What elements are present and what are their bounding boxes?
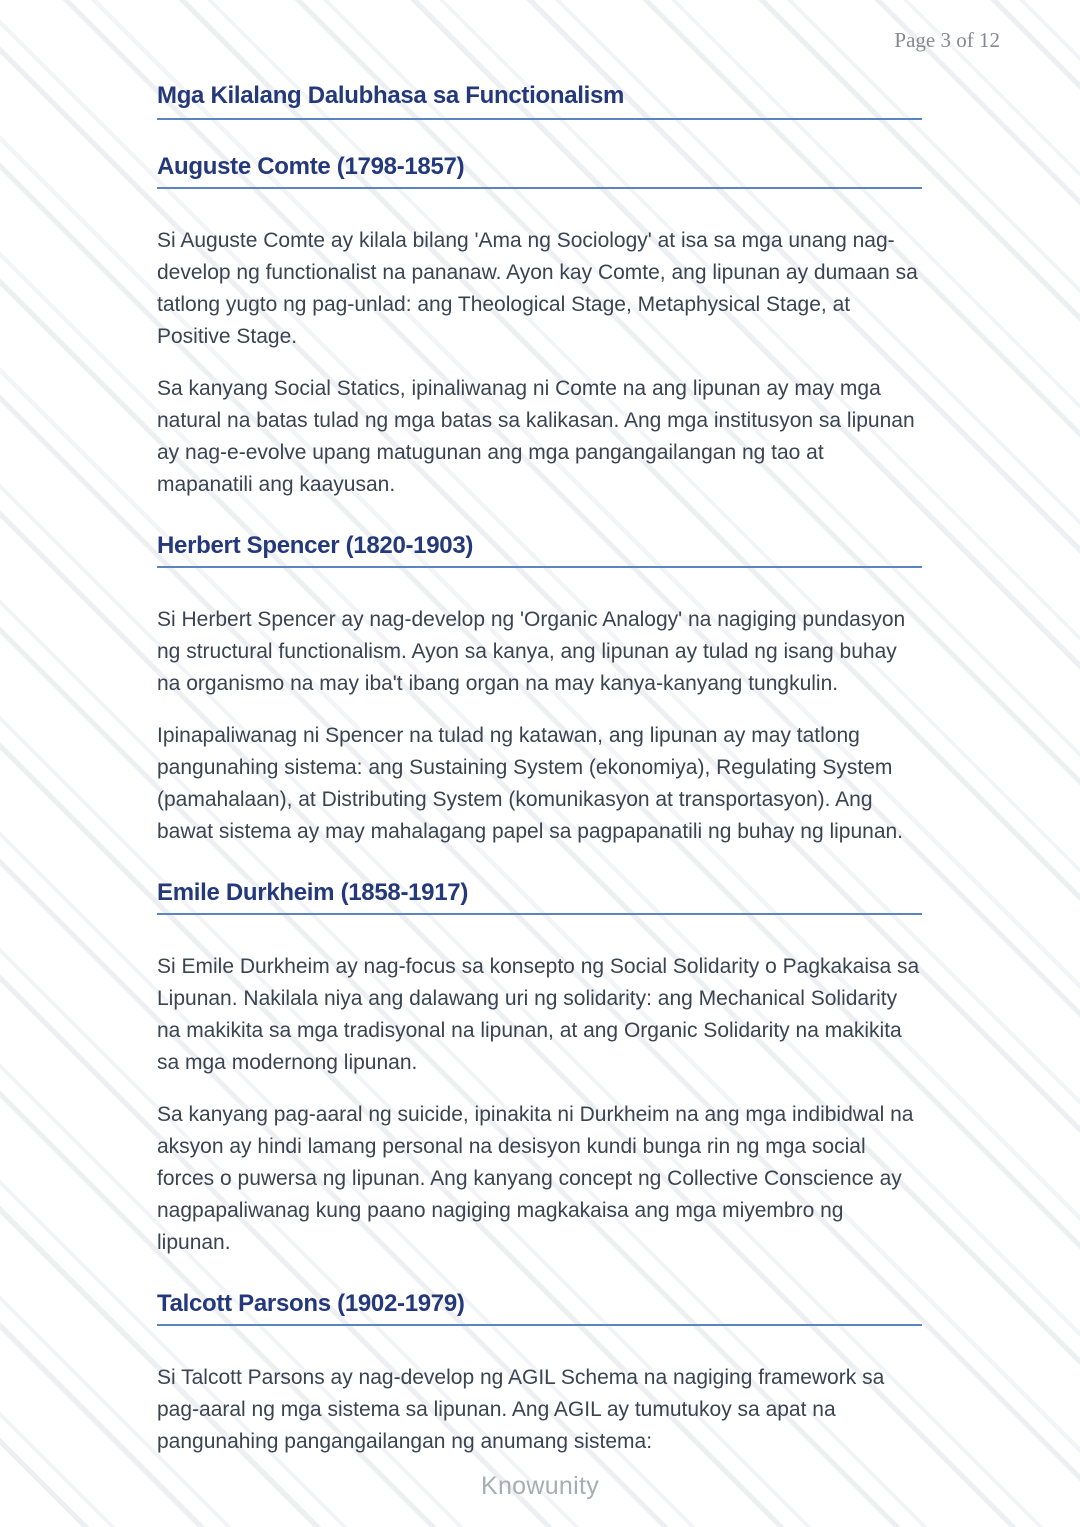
section-heading: Herbert Spencer (1820-1903) bbox=[157, 534, 922, 568]
paragraph: Si Emile Durkheim ay nag-focus sa konsepto ng Social Solidarity o Pagkakaisa sa Lipunan. Nakilala niya ang dalawang uri ng solidarity: ang Mechanical Solidarity na makikita sa mga tradisyonal na lipunan, at ang Organic Solidarity na makikita sa mga modernong lipunan. bbox=[157, 955, 920, 1074]
page-title: Mga Kilalang Dalubhasa sa Functionalism bbox=[157, 84, 922, 120]
section-talcott-parsons bbox=[157, 1292, 922, 1458]
section-heading: Talcott Parsons (1902-1979) bbox=[157, 1292, 922, 1326]
paragraph: Ipinapaliwanag ni Spencer na tulad ng katawan, ang lipunan ay may tatlong pangunahing sistema: ang Sustaining System (ekonomiya), Regulating System (pamahalaan), at Distributing System (komunikasyon at transportasyon). Ang bawat sistema ay may mahalagang papel sa pagpapanatili ng buhay ng lipunan. bbox=[157, 724, 904, 843]
paragraph: Si Talcott Parsons ay nag-develop ng AGIL Schema na nagiging framework sa pag-aaral ng mga sistema sa lipunan. Ang AGIL ay tumutukoy sa apat na pangunahing pangangailangan ng anumang sistema: bbox=[157, 1366, 885, 1453]
section-herbert-spencer bbox=[157, 534, 922, 848]
paragraph: Si Herbert Spencer ay nag-develop ng 'Organic Analogy' na nagiging pundasyon ng structural functionalism. Ayon sa kanya, ang lipunan ay tulad ng isang buhay na organismo na may iba't ibang organ na may kanya-kanyang tungkulin. bbox=[157, 608, 906, 695]
section-heading: Emile Durkheim (1858-1917) bbox=[157, 881, 922, 915]
footer-brand: Knowunity bbox=[480, 1472, 600, 1500]
section-emile-durkheim bbox=[157, 881, 922, 1259]
document-content bbox=[157, 0, 922, 1458]
paragraph: Sa kanyang pag-aaral ng suicide, ipinakita ni Durkheim na ang mga indibidwal na aksyon ay hindi lamang personal na desisyon kundi bunga rin ng mga social forces o puwersa ng lipunan. Ang kanyang concept ng Collective Conscience ay nagpapaliwanag kung paano nagiging magkakaisa ang mga miyembro ng lipunan. bbox=[157, 1103, 914, 1254]
section-heading: Auguste Comte (1798-1857) bbox=[157, 155, 922, 189]
page-number: Page 3 of 12 bbox=[894, 28, 1000, 52]
paragraph: Sa kanyang Social Statics, ipinaliwanag ni Comte na ang lipunan ay may mga natural na batas tulad ng mga batas sa kalikasan. Ang mga institusyon sa lipunan ay nag-e-evolve upang matugunan ang mga pangangailangan ng tao at mapanatili ang kaayusan. bbox=[157, 377, 915, 496]
section-auguste-comte bbox=[157, 155, 922, 501]
paragraph: Si Auguste Comte ay kilala bilang 'Ama ng Sociology' at isa sa mga unang nag-develop ng functionalist na pananaw. Ayon kay Comte, ang lipunan ay dumaan sa tatlong yugto ng pag-unlad: ang Theological Stage, Metaphysical Stage, at Positive Stage. bbox=[157, 229, 918, 348]
